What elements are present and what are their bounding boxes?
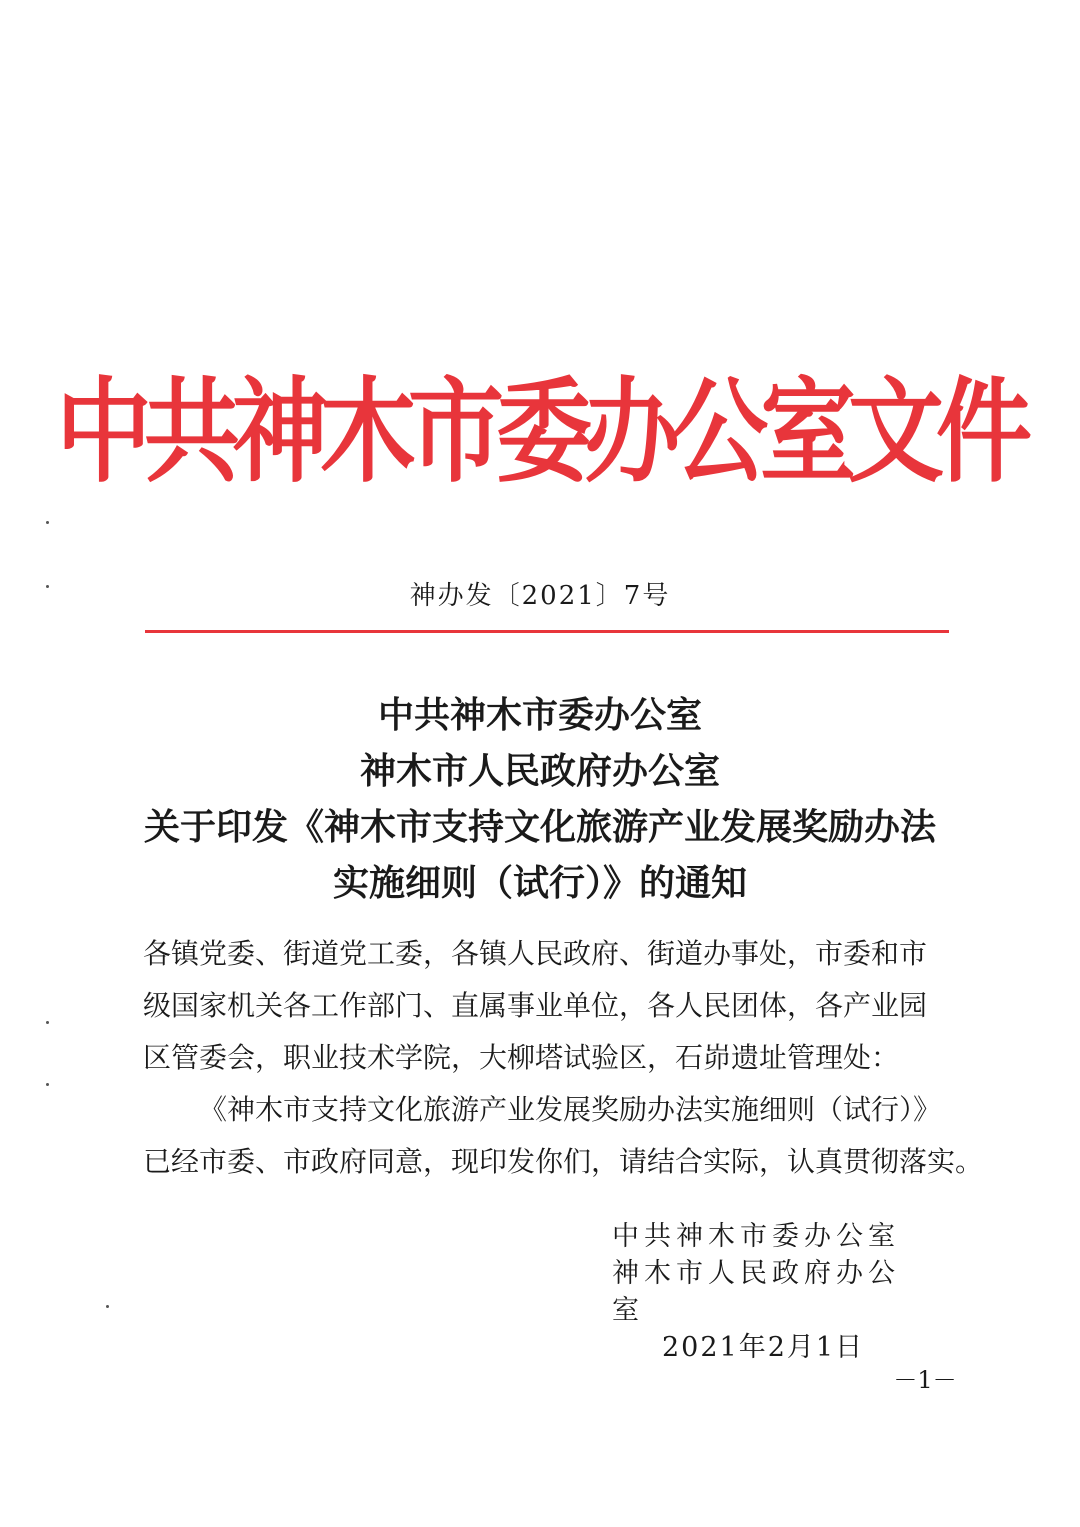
- notice-title-line-2: 神木市人民政府办公室: [359, 751, 720, 792]
- notice-title: [0, 688, 1080, 912]
- recipients-line-2: 级国家机关各工作部门、直属事业单位，各人民团体，各产业园: [143, 989, 928, 1022]
- scan-speck: [46, 585, 49, 588]
- scan-speck: [46, 521, 49, 524]
- paragraph-line-2: 已经市委、市政府同意，现印发你们，请结合实际，认真贯彻落实。: [143, 1145, 984, 1178]
- body-text: [143, 928, 984, 1188]
- signature-org-1: 中共神木市委办公室: [612, 1221, 900, 1252]
- notice-title-line-4: 实施细则（试行）》的通知: [332, 863, 747, 904]
- paragraph-line-1: 《神木市支持文化旅游产业发展奖励办法实施细则（试行）》: [199, 1093, 942, 1126]
- header-title: 中共神木市委办公室文件: [56, 365, 1024, 499]
- signature-org-2: 神木市人民政府办公室: [612, 1258, 900, 1326]
- recipients-line-3: 区管委会，职业技术学院，大柳塔试验区，石峁遗址管理处：: [143, 1041, 900, 1074]
- page-number: －1－: [893, 1366, 957, 1394]
- notice-title-line-1: 中共神木市委办公室: [377, 695, 702, 736]
- signature-date: 2021年2月1日: [662, 1332, 865, 1363]
- scan-speck: [46, 1021, 49, 1024]
- red-divider: [145, 630, 949, 633]
- signature-block: [612, 1218, 912, 1366]
- document-number: 神办发〔2021〕7号: [409, 581, 671, 611]
- scan-speck: [46, 1083, 49, 1086]
- recipients-line-1: 各镇党委、街道党工委，各镇人民政府、街道办事处，市委和市: [143, 937, 928, 970]
- notice-title-line-3: 关于印发《神木市支持文化旅游产业发展奖励办法: [143, 807, 936, 848]
- scan-speck: [106, 1305, 109, 1308]
